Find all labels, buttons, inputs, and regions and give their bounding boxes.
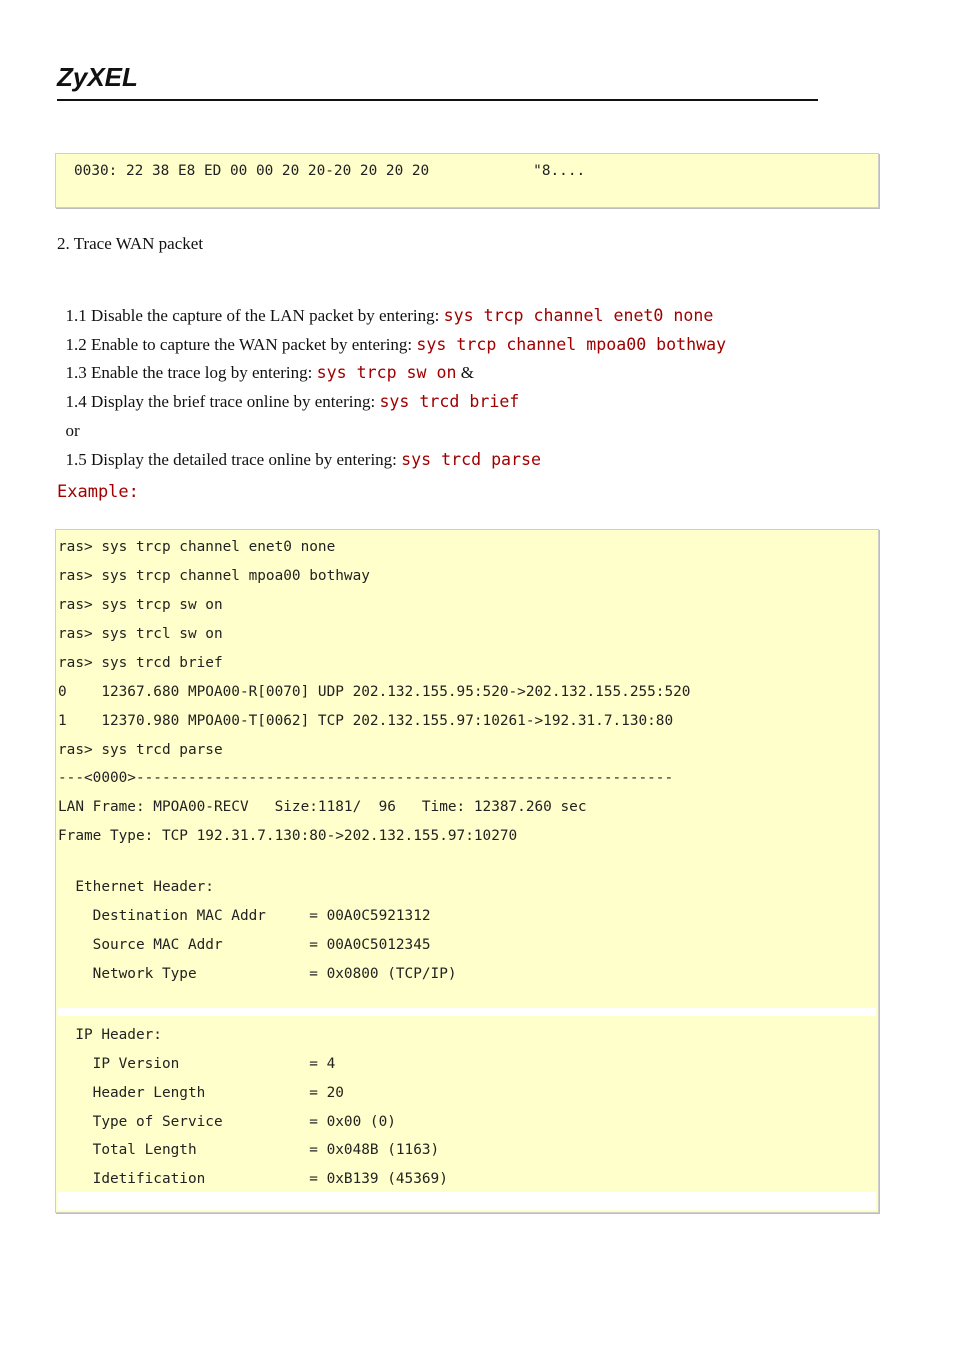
ethernet-header-line: Destination MAC Addr = 00A0C5921312 bbox=[58, 908, 431, 924]
ip-header-line: IP Header: bbox=[58, 1027, 162, 1043]
console-line: 0 12367.680 MPOA00-R[0070] UDP 202.132.155.95:520->202.132.155.255:520 bbox=[58, 684, 691, 700]
zyxel-logo: ZyXEL bbox=[57, 62, 138, 92]
console-line: ras> sys trcp channel mpoa00 bothway bbox=[58, 568, 370, 584]
step-text: 1.3 Enable the trace log by entering: bbox=[65, 363, 317, 382]
step-command: sys trcp sw on bbox=[316, 363, 457, 382]
console-line: Frame Type: TCP 192.31.7.130:80->202.132.155.97:10270 bbox=[58, 828, 518, 844]
hex-dump-box bbox=[55, 153, 879, 208]
console-output-box bbox=[55, 529, 879, 1213]
example-label: Example: bbox=[57, 482, 139, 502]
step-text: 1.2 Enable to capture the WAN packet by entering: bbox=[65, 335, 417, 354]
step-1-5 bbox=[57, 430, 541, 470]
step-command: sys trcd brief bbox=[379, 392, 520, 411]
ethernet-header-line: Ethernet Header: bbox=[58, 879, 214, 895]
step-command: sys trcd parse bbox=[401, 450, 542, 469]
console-line: 1 12370.980 MPOA00-T[0062] TCP 202.132.155.97:10261->192.31.7.130:80 bbox=[58, 713, 674, 729]
ip-header-line: Type of Service = 0x00 (0) bbox=[58, 1114, 396, 1130]
ip-header-line: Total Length = 0x048B (1163) bbox=[58, 1142, 440, 1158]
ethernet-header-line: Network Type = 0x0800 (TCP/IP) bbox=[58, 966, 457, 982]
console-line: ras> sys trcp sw on bbox=[58, 597, 223, 613]
step-text: or bbox=[65, 421, 80, 440]
console-line: LAN Frame: MPOA00-RECV Size:1181/ 96 Time: 12387.260 sec bbox=[58, 799, 587, 815]
step-text: 1.1 Disable the capture of the LAN packet by entering: bbox=[65, 306, 444, 325]
step-command: sys trcp channel enet0 none bbox=[443, 306, 714, 325]
console-line: ---<0000>-------------------------------------------------------------- bbox=[58, 770, 674, 786]
console-line: ras> sys trcp channel enet0 none bbox=[58, 539, 336, 555]
section-separator bbox=[58, 1008, 876, 1016]
section-separator bbox=[58, 1192, 876, 1210]
hex-dump-line: 0030: 22 38 E8 ED 00 00 20 20-20 20 20 20 "8.... bbox=[74, 163, 586, 179]
step-command: sys trcp channel mpoa00 bothway bbox=[416, 335, 727, 354]
step-text: 1.5 Display the detailed trace online by entering: bbox=[65, 450, 402, 469]
header-rule bbox=[57, 99, 818, 101]
console-line: ras> sys trcl sw on bbox=[58, 626, 223, 642]
console-line: ras> sys trcd parse bbox=[58, 742, 223, 758]
step-text: 1.4 Display the brief trace online by entering: bbox=[65, 392, 380, 411]
section-title: 2. Trace WAN packet bbox=[57, 234, 204, 253]
page-header bbox=[57, 62, 818, 93]
ip-header-line: IP Version = 4 bbox=[58, 1056, 336, 1072]
step-suffix: & bbox=[456, 363, 474, 382]
ethernet-header-line: Source MAC Addr = 00A0C5012345 bbox=[58, 937, 431, 953]
ip-header-line: Idetification = 0xB139 (45369) bbox=[58, 1171, 448, 1187]
step-1-4 bbox=[57, 372, 519, 412]
console-line: ras> sys trcd brief bbox=[58, 655, 223, 671]
ip-header-line: Header Length = 20 bbox=[58, 1085, 344, 1101]
